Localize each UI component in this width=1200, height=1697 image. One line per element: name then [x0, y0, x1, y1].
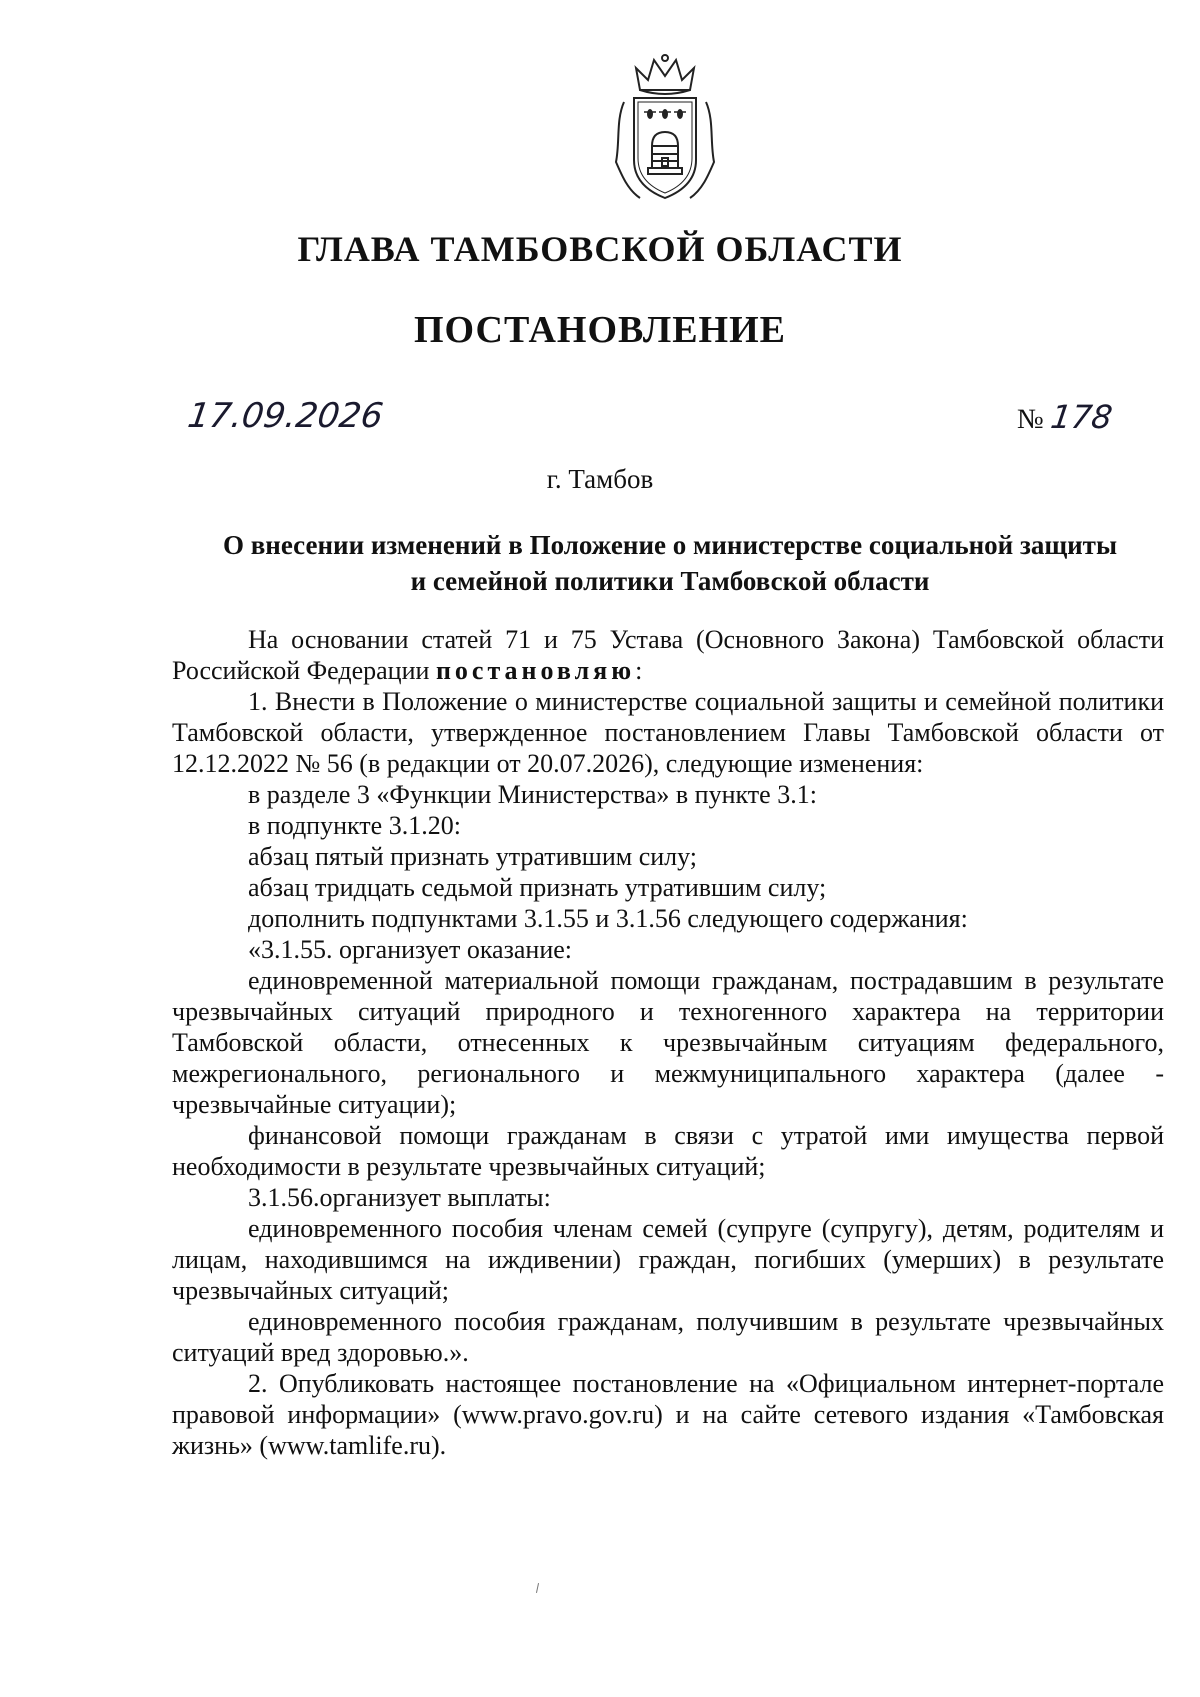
scan-mark: [536, 1583, 539, 1593]
document-body: [172, 624, 1164, 1461]
document-type: ПОСТАНОВЛЕНИЕ: [413, 309, 787, 351]
tambov-coat-of-arms-icon: [614, 50, 716, 208]
paragraph-family-allowance: единовременного пособия членам семей (супруге (супругу), детям, родителям и лицам, находившимся на иждивении) граждан, погибших (умерших) в результате чрезвычайных ситуаций;: [172, 1214, 1164, 1305]
paragraph-material-aid: единовременной материальной помощи гражданам, пострадавшим в результате чрезвычайных ситуаций природного и техногенного характера на территории Тамбовской области, отнесенных к чрезвычайным ситуациям федерального, межрегионального, регионального и межмуниципального характера (далее - чрезвычайные ситуации);: [172, 966, 1164, 1119]
city-of-issue: г. Тамбов: [546, 464, 654, 494]
document-subject: [170, 527, 1170, 599]
line-subpoint-3-1-20: в подпункте 3.1.20:: [248, 811, 461, 840]
paragraph-publication: 2. Опубликовать настоящее постановление на «Официальном интернет-портале правовой информации» (www.pravo.gov.ru) и на сайте сетевого издания «Тамбовская жизнь» (www.tamlife.ru).: [172, 1369, 1164, 1460]
number-sign: №: [1017, 404, 1044, 435]
issuing-authority: ГЛАВА ТАМБОВСКОЙ ОБЛАСТИ: [297, 229, 903, 269]
paragraph-1: 1. Внести в Положение о министерстве социальной защиты и семейной политики Тамбовской области, утвержденное постановлением Главы Тамбовской области от 12.12.2022 № 56 (в редакции от 20.07.2026), следующие изменения:: [172, 687, 1164, 778]
document-number: [1017, 398, 1115, 436]
resolve-colon: :: [635, 656, 643, 685]
preamble-paragraph: [172, 624, 1164, 686]
line-paragraph-five: абзац пятый признать утратившим силу;: [248, 842, 698, 871]
number-value: 178: [1048, 398, 1115, 436]
subject-line-2: и семейной политики Тамбовской области: [410, 566, 930, 596]
line-section-3: в разделе 3 «Функции Министерства» в пункте 3.1:: [248, 780, 817, 809]
resolve-word: постановляю: [435, 656, 636, 685]
subject-line-1: О внесении изменений в Положение о министерстве социальной защиты: [222, 530, 1118, 560]
line-add-subpoints: дополнить подпунктами 3.1.55 и 3.1.56 следующего содержания:: [248, 904, 968, 933]
preamble-text: На основании статей 71 и 75 Устава (Основного Закона) Тамбовской области Российской Федерации: [172, 625, 1164, 685]
paragraph-financial-aid: финансовой помощи гражданам в связи с утратой ими имущества первой необходимости в результате чрезвычайных ситуаций;: [172, 1121, 1164, 1181]
paragraph-health-allowance: единовременного пособия гражданам, получившим в результате чрезвычайных ситуаций вред здоровью.».: [172, 1307, 1164, 1367]
line-3-1-55: «3.1.55. организует оказание:: [248, 935, 572, 964]
document-date: 17.09.2026: [185, 396, 386, 436]
line-3-1-56: 3.1.56.организует выплаты:: [248, 1183, 551, 1212]
line-paragraph-thirty-seven: абзац тридцать седьмой признать утратившим силу;: [248, 873, 827, 902]
